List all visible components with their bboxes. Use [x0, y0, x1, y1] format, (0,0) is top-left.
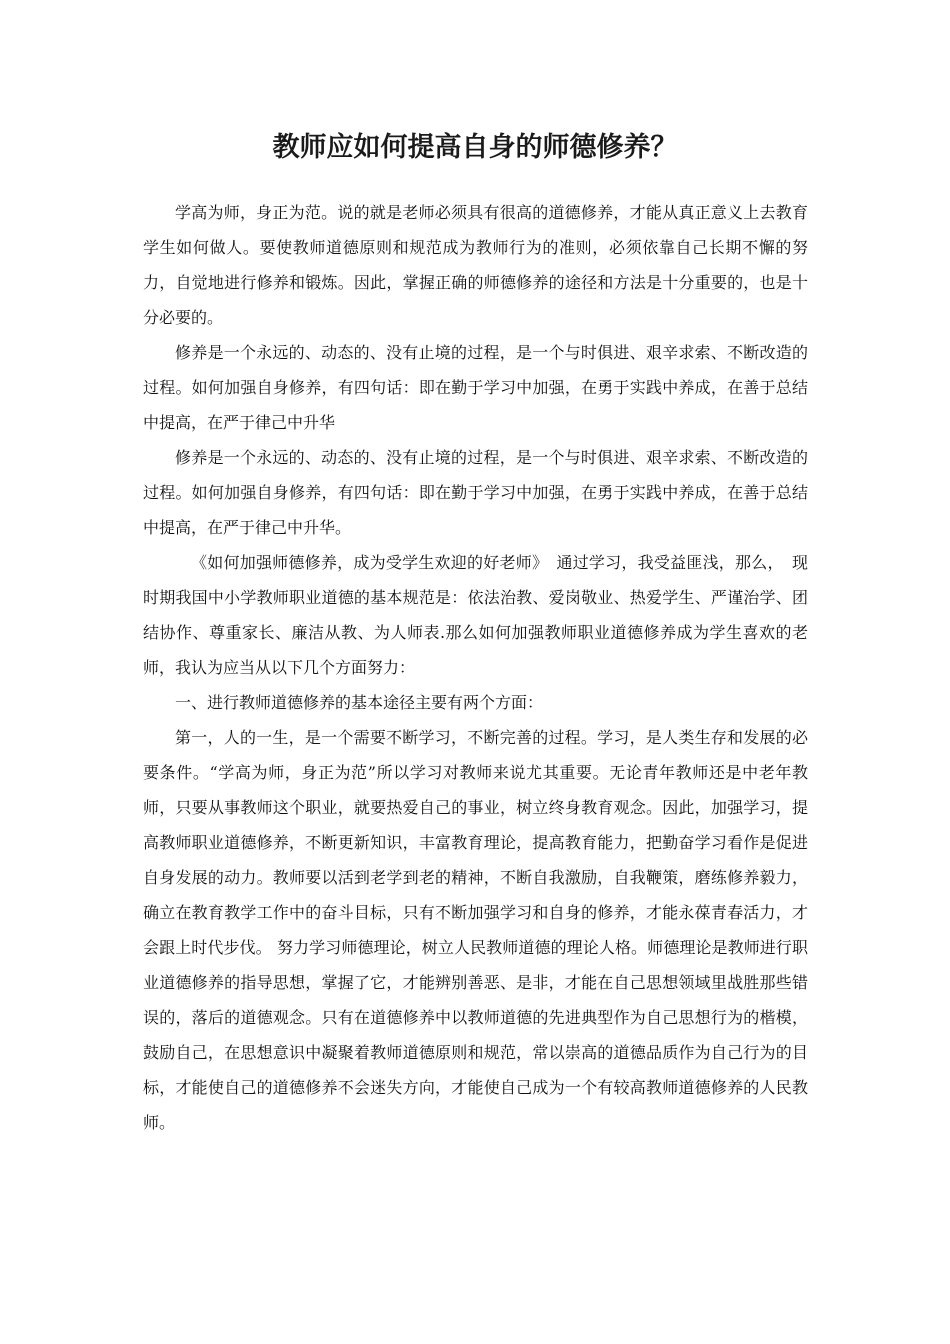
paragraph-intro: 学高为师，身正为范。说的就是老师必须具有很高的道德修养，才能从真正意义上去教育学生如何做人。要使教师道德原则和规范成为教师行为的准则，必须依靠自己长期不懈的努力，自觉地进行修养和锻炼。因此，掌握正确的师德修养的途径和方法是十分重要的，也是十分必要的。 — [143, 203, 808, 327]
paragraph-section-heading: 一、进行教师道德修养的基本途径主要有两个方面： — [175, 693, 544, 712]
paragraph-norms: 《如何加强师德修养，成为受学生欢迎的好老师》 通过学习，我受益匪浅，那么， 现时期我国中小学教师职业道德的基本规范是：依法治教、爱岗敬业、热爱学生、严谨治学、团结协作、尊重家长、廉洁从教、为人师表.那么如何加强教师职业道德修养成为学生喜欢的老师，我认为应当从以下几个方面努力： — [143, 553, 808, 677]
document-body — [143, 195, 808, 1140]
paragraph-cultivation-2: 修养是一个永远的、动态的、没有止境的过程，是一个与时俱进、艰辛求索、不断改造的过程。如何加强自身修养，有四句话：即在勤于学习中加强，在勇于实践中养成，在善于总结中提高，在严于律己中升华。 — [143, 448, 808, 537]
paragraph-first-point: 第一，人的一生，是一个需要不断学习，不断完善的过程。学习，是人类生存和发展的必要条件。“学高为师，身正为范”所以学习对教师来说尤其重要。无论青年教师还是中老年教师，只要从事教师这个职业，就要热爱自己的事业，树立终身教育观念。因此，加强学习，提高教师职业道德修养，不断更新知识，丰富教育理论，提高教育能力，把勤奋学习看作是促进自身发展的动力。教师要以活到老学到老的精神，不断自我激励，自我鞭策，磨练修养毅力，确立在教育教学工作中的奋斗目标，只有不断加强学习和自身的修养，才能永葆青春活力，才会跟上时代步伐。 努力学习师德理论，树立人民教师道德的理论人格。师德理论是教师进行职业道德修养的指导思想，掌握了它，才能辨别善恶、是非，才能在自己思想领域里战胜那些错误的，落后的道德观念。只有在道德修养中以教师道德的先进典型作为自己思想行为的楷模，鼓励自己，在思想意识中凝聚着教师道德原则和规范，常以崇高的道德品质作为自己行为的目标，才能使自己的道德修养不会迷失方向，才能使自己成为一个有较高教师道德修养的人民教师。 — [143, 728, 808, 1132]
document-title: 教师应如何提高自身的师德修养？ — [272, 132, 678, 163]
paragraph-cultivation-1: 修养是一个永远的、动态的、没有止境的过程，是一个与时俱进、艰辛求索、不断改造的过程。如何加强自身修养，有四句话：即在勤于学习中加强，在勇于实践中养成，在善于总结中提高，在严于律己中升华 — [143, 343, 808, 432]
